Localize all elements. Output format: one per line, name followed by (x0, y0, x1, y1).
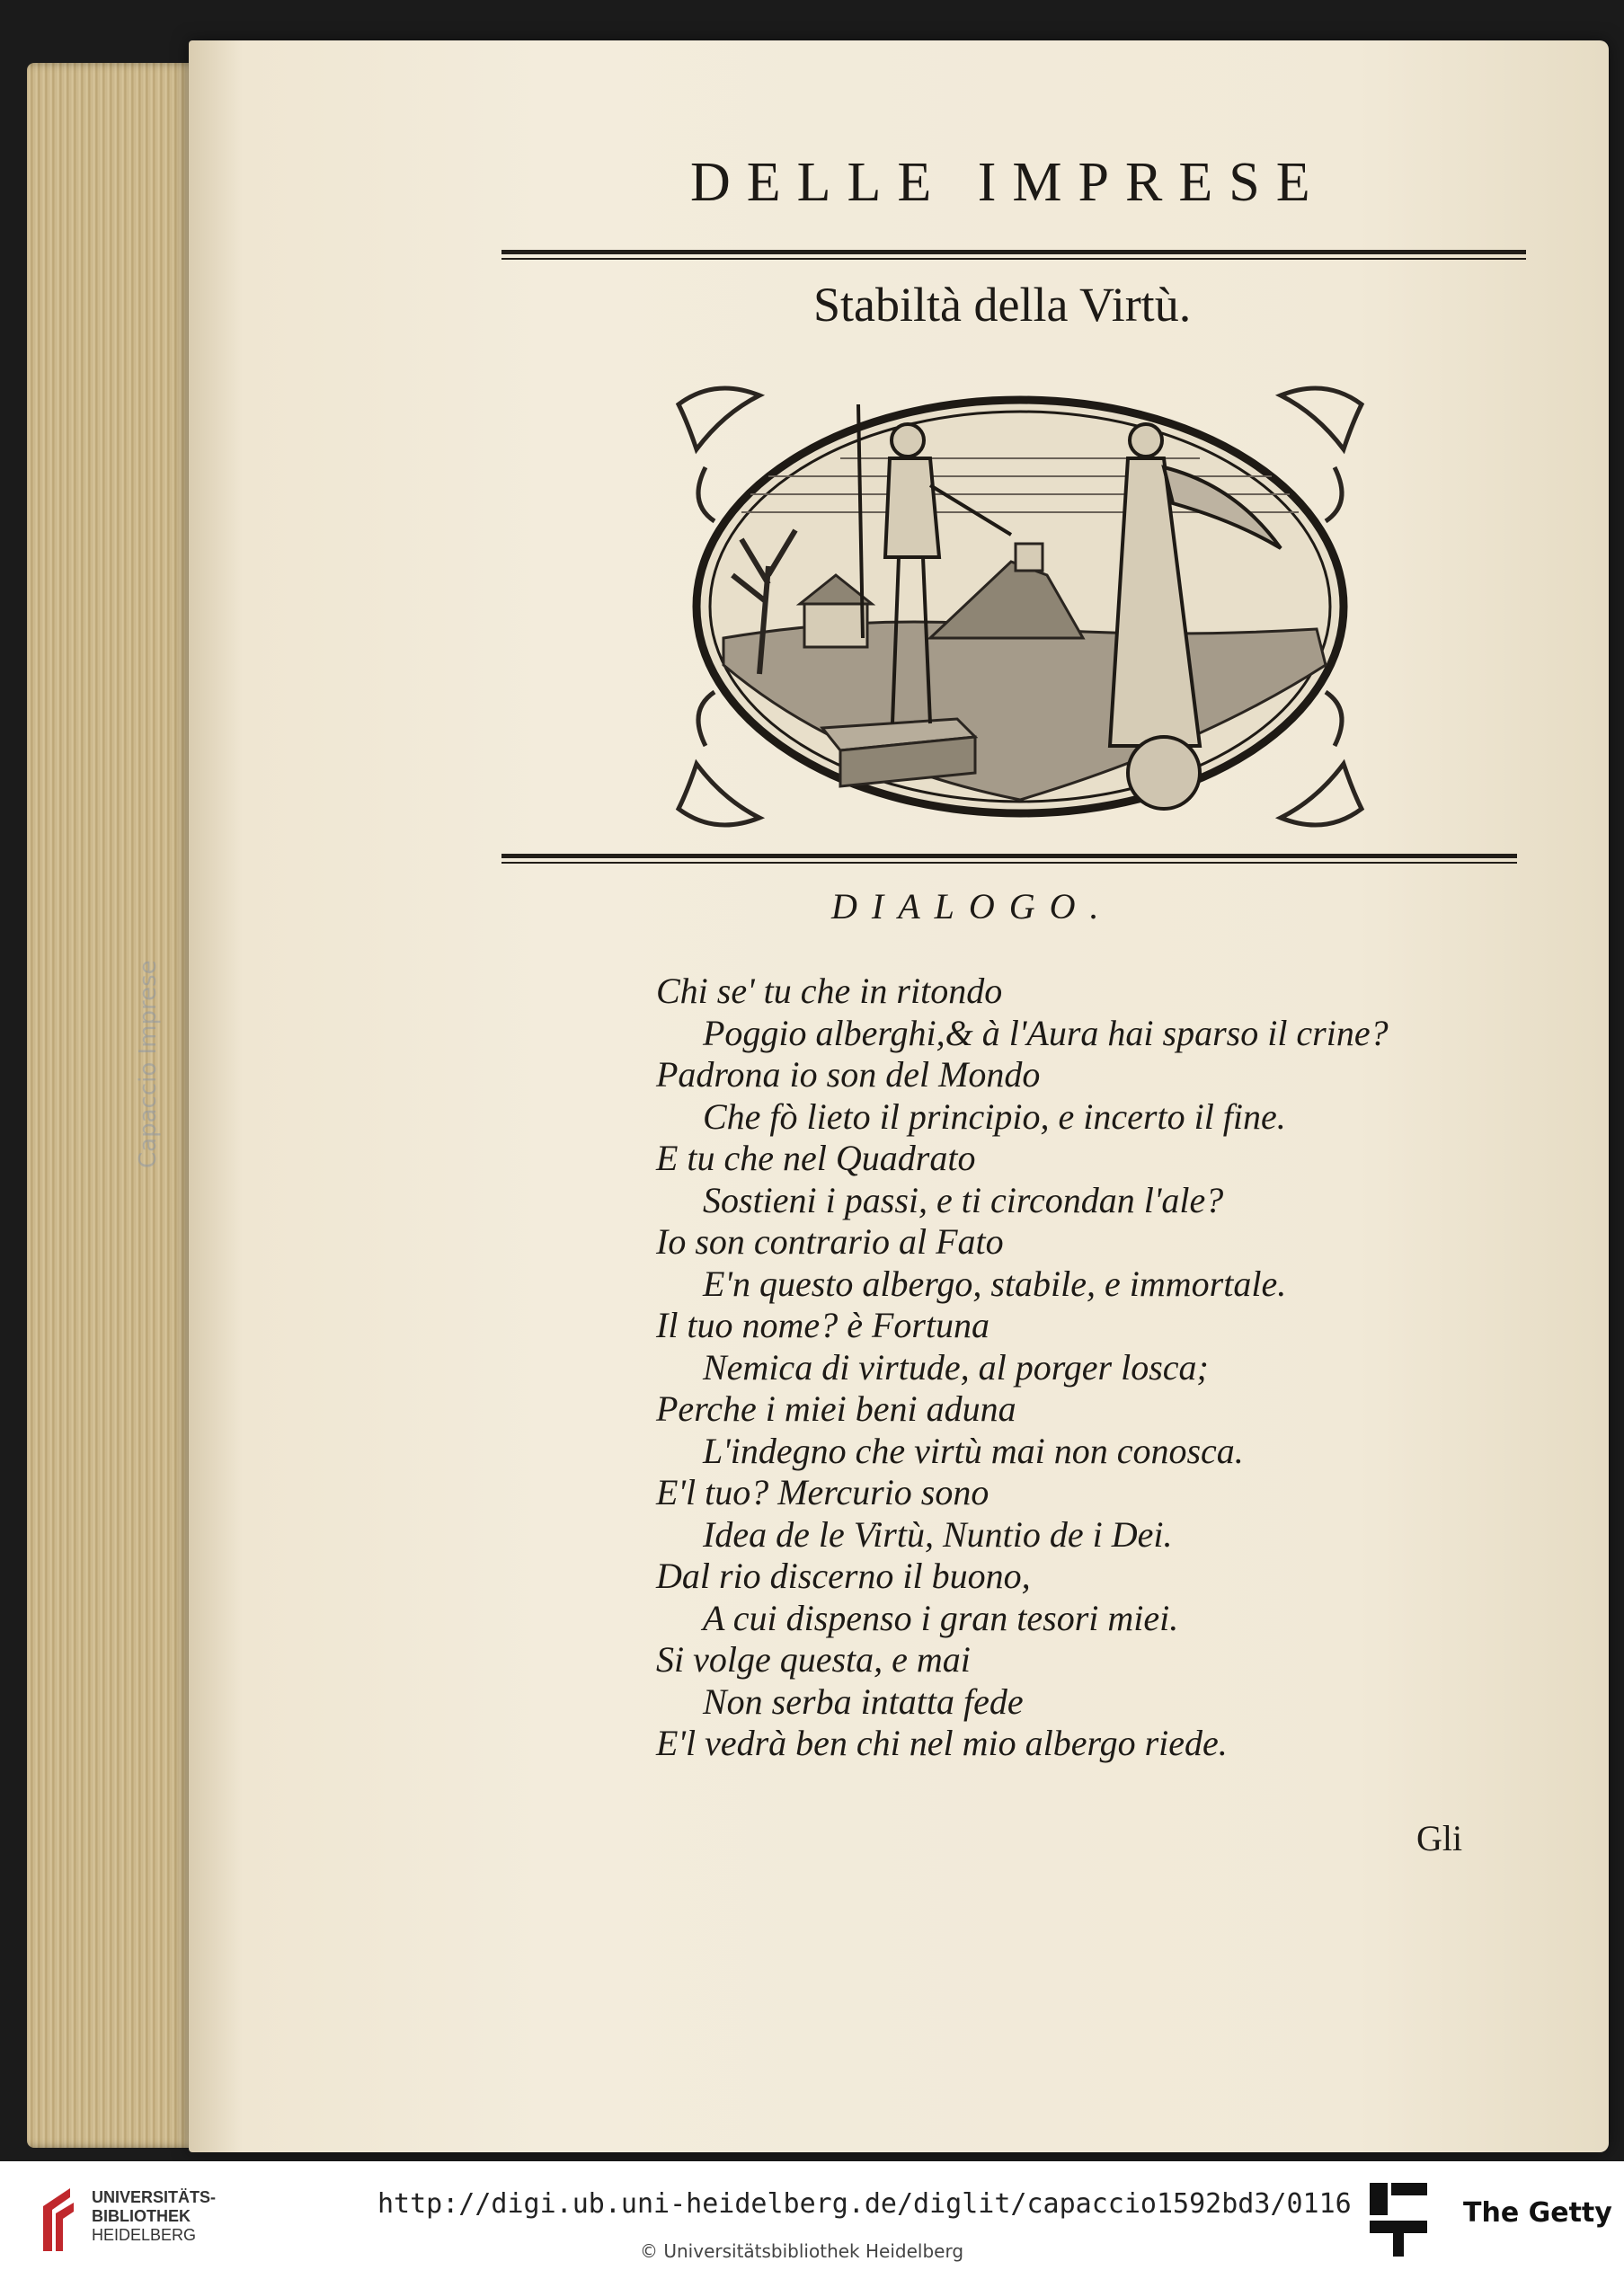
middle-rule-thin (501, 862, 1517, 864)
poem-line: Padrona io son del Mondo (656, 1054, 1041, 1095)
poem-line: Perche i miei beni aduna (656, 1388, 1016, 1429)
poem (656, 971, 1465, 1765)
poem-line: Si volge questa, e mai (656, 1639, 971, 1680)
running-head: DELLE IMPRESE (690, 152, 1327, 213)
library-name-line1: UNIVERSITÄTS- (92, 2188, 217, 2206)
top-rule (501, 250, 1526, 254)
library-name (92, 2188, 216, 2245)
library-name-line2: BIBLIOTHEK (92, 2207, 191, 2225)
poem-line: Idea de le Virtù, Nuntio de i Dei. (703, 1513, 1173, 1555)
poem-line: A cui dispenso i gran tesori miei. (703, 1597, 1179, 1638)
poem-line: Nemica di virtude, al porger losca; (703, 1346, 1209, 1388)
viewer-footer (0, 2161, 1624, 2279)
getty-logo-icon (1366, 2179, 1431, 2260)
partner-name: The Getty (1463, 2197, 1612, 2229)
emblem-motto: Stabiltà della Virtù. (813, 278, 1192, 332)
poem-line: E tu che nel Quadrato (656, 1138, 976, 1178)
middle-rule (501, 854, 1517, 858)
library-name-line3: HEIDELBERG (92, 2226, 197, 2244)
poem-line: E'l tuo? Mercurio sono (656, 1472, 989, 1512)
poem-line: Che fò lieto il principio, e incerto il fine. (703, 1095, 1286, 1137)
top-rule-thin (501, 258, 1526, 260)
section-heading: DIALOGO. (831, 886, 1114, 927)
poem-line: E'n questo albergo, stabile, e immortale. (703, 1263, 1287, 1304)
poem-line: Non serba intatta fede (703, 1680, 1024, 1722)
poem-line: Il tuo nome? è Fortuna (656, 1305, 990, 1345)
poem-line: L'indegno che virtù mai non conosca. (703, 1430, 1244, 1471)
poem-line: Dal rio discerno il buono, (656, 1556, 1031, 1596)
spine-label: Capaccio Imprese (135, 960, 162, 1168)
poem-line: Io son contrario al Fato (656, 1221, 1004, 1262)
copyright-notice: © Universitätsbibliothek Heidelberg (640, 2240, 964, 2262)
poem-line: Chi se' tu che in ritondo (656, 971, 1003, 1011)
catchword: Gli (1416, 1818, 1463, 1858)
poem-line: Poggio alberghi,& à l'Aura hai sparso il crine? (703, 1012, 1389, 1053)
poem-line: E'l vedrà ben chi nel mio albergo riede. (656, 1723, 1228, 1763)
permalink-url[interactable]: http://digi.ub.uni-heidelberg.de/diglit/capaccio1592bd3/0116 (377, 2188, 1352, 2220)
emblem-woodcut-image (661, 368, 1380, 845)
poem-line: Sostieni i passi, e ti circondan l'ale? (703, 1179, 1224, 1220)
